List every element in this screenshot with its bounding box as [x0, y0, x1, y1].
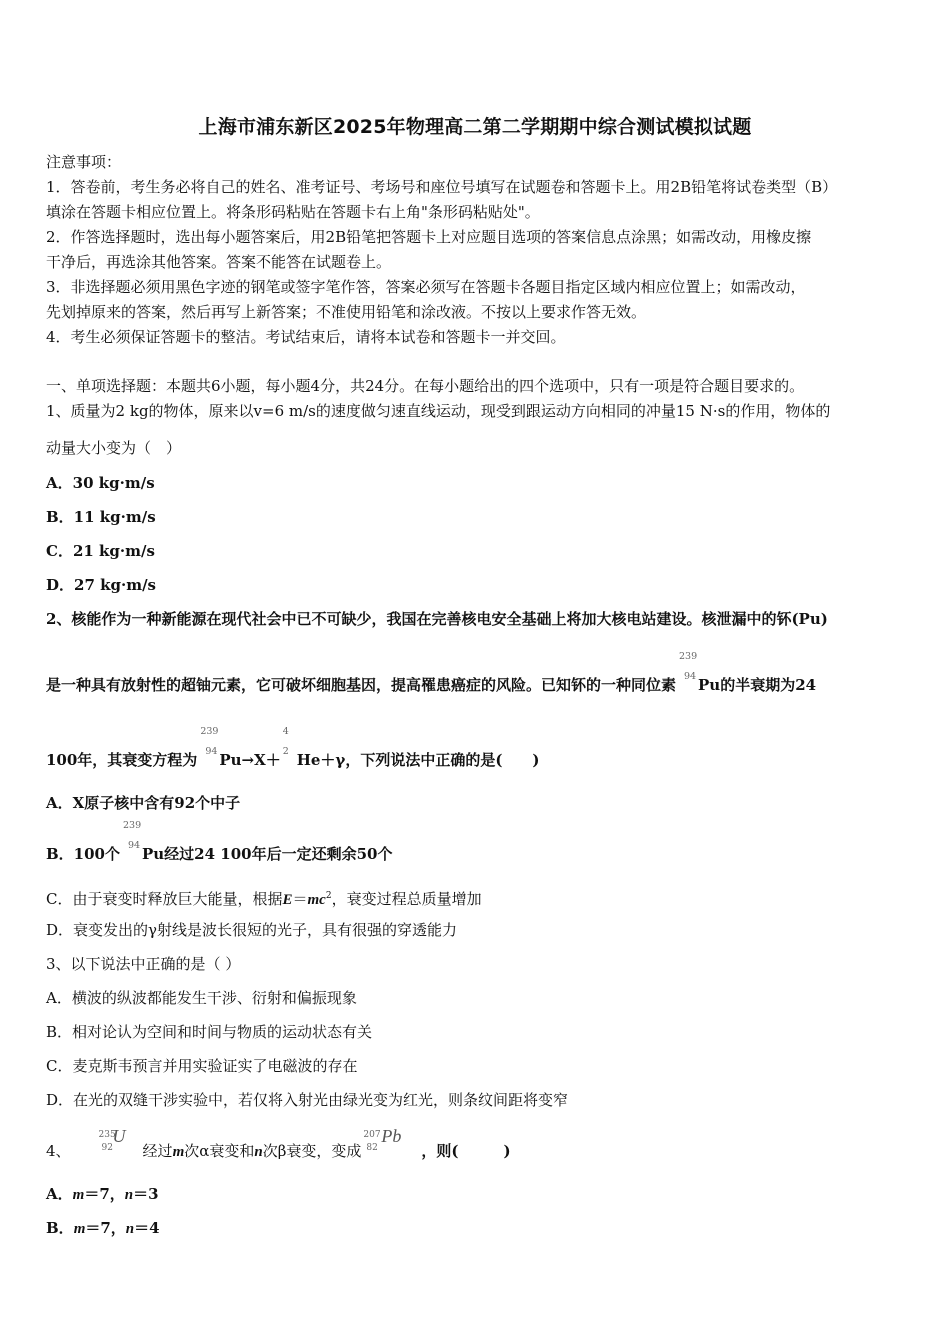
page-title: 上海市浦东新区2025年物理高二第二学期期中综合测试模拟试题 — [198, 116, 752, 138]
q4-number: 4、 — [46, 1142, 71, 1160]
q2-line2-text: 是一种具有放射性的超铀元素，它可破坏细胞基因，提高罹患癌症的风险。已知钚的一种同位素 — [46, 676, 677, 694]
q2-stem-line1: 2、核能作为一种新能源在现代社会中已不可缺少，我国在完善核电安全基础上将加大核电站建设。核泄漏中的钚(Pu) — [46, 610, 828, 628]
q4-option-a-tail: ＝3 — [133, 1185, 159, 1203]
q3-option-c: C．麦克斯韦预言并用实验证实了电磁波的存在 — [46, 1057, 358, 1075]
formula-exponent: 2 — [325, 891, 332, 901]
q1-option-a: A．30 kg·m/s — [46, 474, 155, 492]
q1-option-b: B．11 kg·m/s — [46, 508, 156, 526]
q1-stem-line1: 1、质量为2 kg的物体，原来以v=6 m/s的速度做匀速直线运动，现受到跟运动方向相同的冲量15 N·s的作用，物体的 — [46, 402, 831, 420]
q2-line3-tail: He＋γ，下列说法中正确的是( ) — [296, 751, 540, 769]
notice-heading: 注意事项： — [46, 153, 122, 171]
q4-option-a-text: ＝7， — [84, 1185, 125, 1203]
pu-isotope-symbol-2 — [197, 726, 219, 765]
pb-element: Pb — [381, 1126, 402, 1146]
q4-text-3: 次β衰变，变成 — [262, 1142, 362, 1160]
q2-line3-text: 100年，其衰变方程为 — [46, 751, 198, 769]
q4-option-b — [46, 1219, 160, 1238]
formula-e: E — [282, 892, 293, 908]
pu-mass-number: 239 — [679, 651, 698, 662]
q2-option-c-text: C．由于衰变时释放巨大能量，根据 — [46, 890, 283, 908]
pu-atomic-number: 94 — [684, 671, 697, 682]
q1-option-c: C．21 kg·m/s — [46, 542, 155, 560]
q2-option-c — [46, 887, 482, 909]
q2-option-d: D．衰变发出的γ射线是波长很短的光子，具有很强的穿透能力 — [46, 921, 457, 939]
q4-option-a-m: m — [72, 1187, 85, 1203]
notice-line-3: 2．作答选择题时，选出每小题答案后，用2B铅笔把答题卡上对应题目选项的答案信息点涂黑；如需改动，用橡皮擦 — [46, 228, 812, 246]
q4-option-b-text: ＝7， — [85, 1219, 126, 1237]
q4-text-2: 次α衰变和 — [184, 1142, 255, 1160]
q4-option-b-n: n — [125, 1221, 135, 1237]
notice-line-5: 3．非选择题必须用黑色字迹的钢笔或签字笔作答，答案必须写在答题卡各题目指定区域内相应位置上；如需改动， — [46, 278, 806, 296]
q4-option-b-m: m — [73, 1221, 86, 1237]
q4-option-b-label: B． — [46, 1219, 74, 1237]
pu-mass-number-3: 239 — [123, 820, 142, 831]
pb-mass-number: 207 — [363, 1130, 381, 1140]
pb-atomic-number: 82 — [366, 1143, 378, 1153]
he-atomic-number: 2 — [282, 746, 289, 757]
notice-line-1: 1．答卷前，考生务必将自己的姓名、准考证号、考场号和座位号填写在试题卷和答题卡上。用2B铅笔将试卷类型（B） — [46, 178, 838, 196]
q4-option-a-label: A． — [46, 1185, 73, 1203]
q2-option-b — [46, 820, 393, 863]
q4-option-b-tail: ＝4 — [134, 1219, 160, 1237]
notice-line-4: 干净后，再选涂其他答案。答案不能答在试题卷上。 — [46, 253, 392, 271]
pb-isotope-symbol — [361, 1126, 421, 1156]
q3-option-b: B．相对论认为空间和时间与物质的运动状态有关 — [46, 1023, 373, 1041]
q3-option-a: A．横波的纵波都能发生干涉、衍射和偏振现象 — [46, 989, 357, 1007]
q2-option-b-label: B．100个 — [46, 845, 120, 863]
formula-mc: mc — [307, 892, 326, 908]
q2-equation-part: Pu→X＋ — [219, 751, 281, 769]
q4-text-1: 经过 — [142, 1142, 173, 1160]
q4-var-n: n — [254, 1144, 263, 1160]
q2-line2-tail: Pu的半衰期为24 — [698, 676, 817, 694]
q1-option-d: D．27 kg·m/s — [46, 576, 157, 594]
notice-line-2: 填涂在答题卡相应位置上。将条形码粘贴在答题卡右上角"条形码粘贴处"。 — [46, 203, 540, 221]
pu-mass-number-2: 239 — [200, 726, 219, 737]
u-mass-number: 235 — [98, 1130, 116, 1140]
q4-var-m: m — [172, 1144, 185, 1160]
pu-isotope-symbol — [676, 651, 698, 690]
u-element: U — [112, 1126, 126, 1146]
q2-stem-line2 — [46, 651, 817, 694]
formula-equals: ＝ — [292, 890, 308, 908]
pu-atomic-number-2: 94 — [205, 746, 218, 757]
q2-option-c-tail: ，衰变过程总质量增加 — [331, 890, 482, 908]
q4-stem — [46, 1126, 511, 1161]
q4-tail: ，则( ) — [421, 1142, 511, 1160]
section-1-heading: 一、单项选择题：本题共6小题，每小题4分，共24分。在每小题给出的四个选项中，只有一项是符合题目要求的。 — [46, 377, 805, 395]
q2-option-a: A．X原子核中含有92个中子 — [46, 794, 241, 812]
pu-atomic-number-3: 94 — [128, 840, 141, 851]
pu-isotope-symbol-3 — [120, 820, 142, 859]
q4-option-a — [46, 1185, 159, 1204]
he-mass-number: 4 — [282, 726, 289, 737]
q2-stem-line3 — [46, 726, 540, 769]
he-isotope-symbol — [281, 726, 297, 765]
q1-stem-line2: 动量大小变为（ ） — [46, 439, 182, 457]
notice-line-7: 4．考生必须保证答题卡的整洁。考试结束后，请将本试卷和答题卡一并交回。 — [46, 328, 566, 346]
q3-stem: 3、以下说法中正确的是（ ） — [46, 955, 241, 973]
q3-option-d: D．在光的双缝干涉实验中，若仅将入射光由绿光变为红光，则条纹间距将变窄 — [46, 1091, 569, 1109]
u-atomic-number: 92 — [101, 1143, 113, 1153]
q2-option-b-text: Pu经过24 100年后一定还剩余50个 — [142, 845, 393, 863]
q4-option-a-n: n — [124, 1187, 134, 1203]
notice-line-6: 先划掉原来的答案，然后再写上新答案；不准使用铅笔和涂改液。不按以上要求作答无效。 — [46, 303, 647, 321]
u-isotope-symbol — [71, 1126, 143, 1156]
